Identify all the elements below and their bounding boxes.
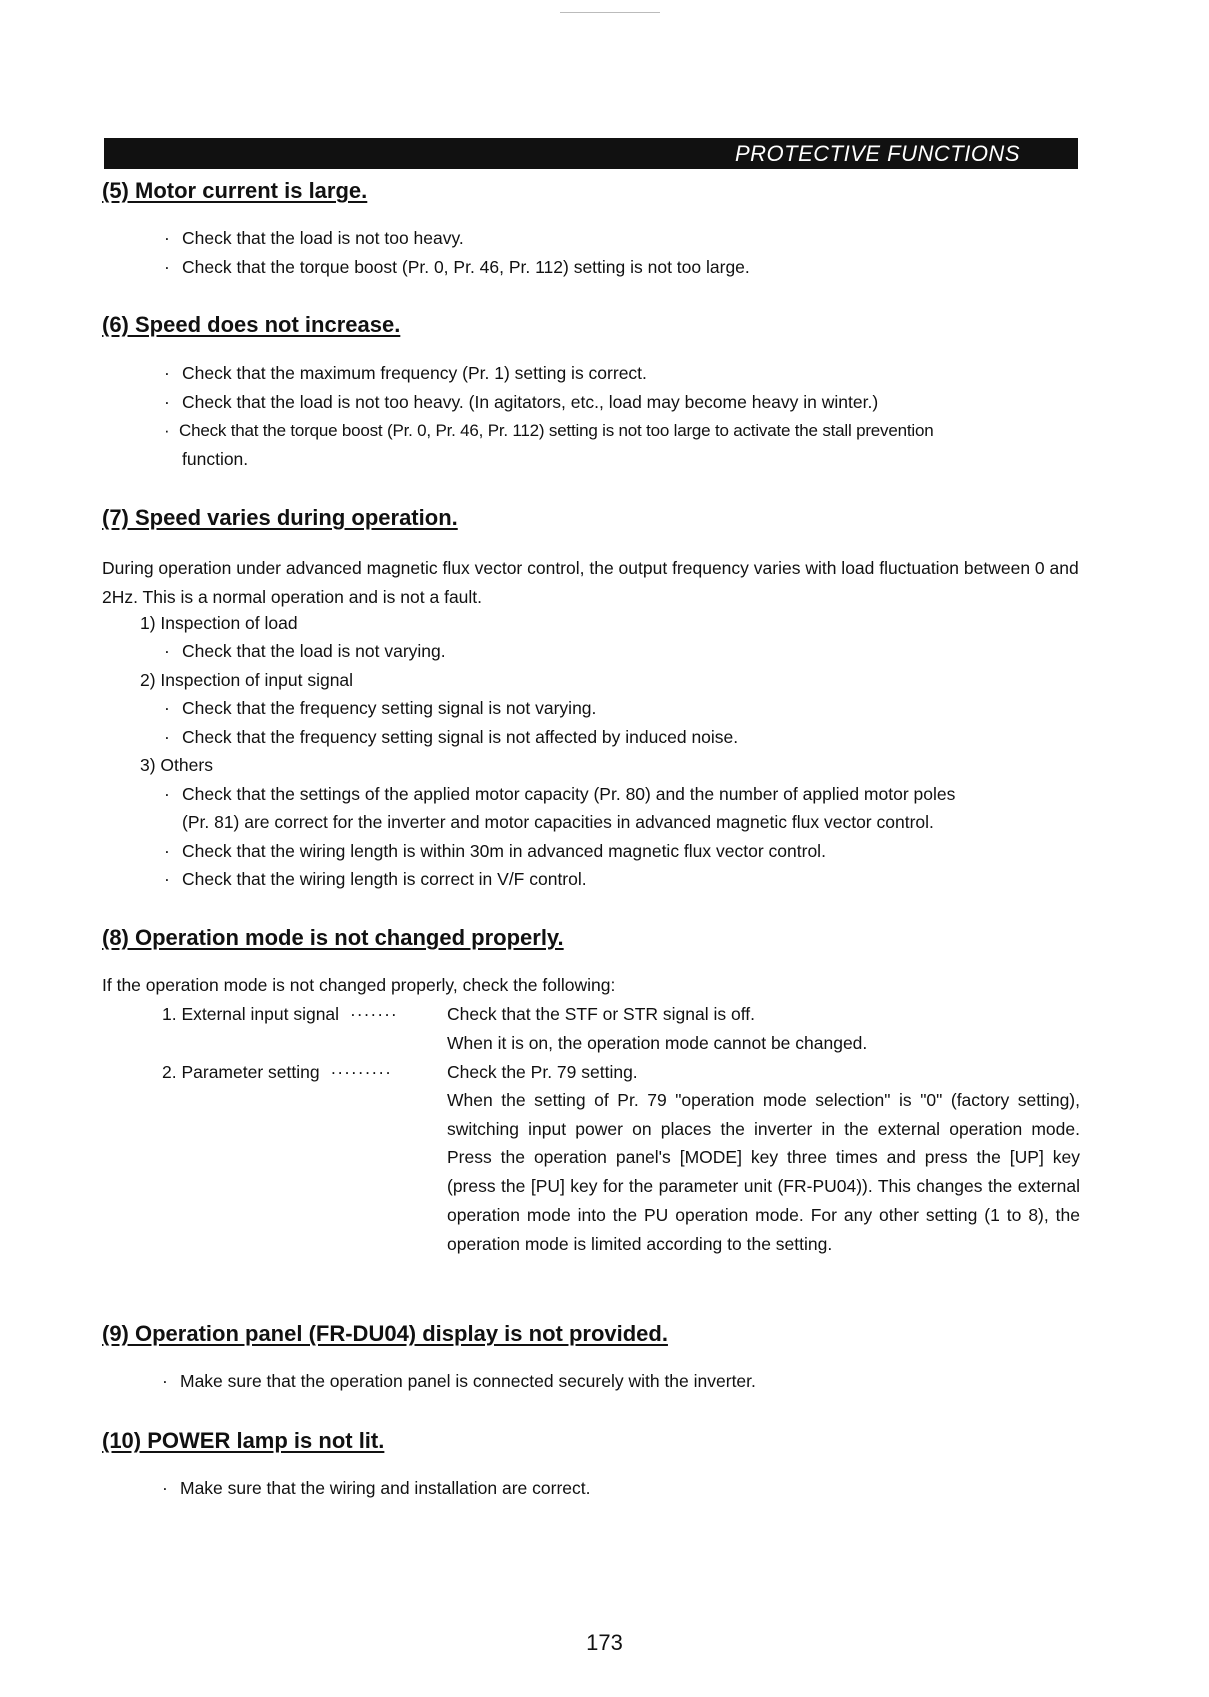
bullet: · — [164, 641, 170, 661]
list-item-continuation: function. — [182, 449, 249, 469]
list-item — [164, 784, 955, 804]
bullet: · — [164, 784, 170, 804]
list-item-text: Check that the frequency setting signal is not varying. — [182, 698, 597, 718]
subsection-label: 1) Inspection of load — [140, 613, 298, 633]
paragraph-intro: If the operation mode is not changed properly, check the following: — [102, 975, 616, 995]
list-item — [164, 869, 587, 889]
list-item-text: Check that the load is not varying. — [182, 641, 446, 661]
list-item — [162, 1478, 590, 1498]
heading-operation-mode: (8) Operation mode is not changed properly. — [102, 925, 564, 950]
subsection-label: 2) Inspection of input signal — [140, 670, 354, 690]
list-item-text: Check that the load is not too heavy. (In agitators, etc., load may become heavy in winter.) — [182, 392, 879, 412]
list-item-text: Make sure that the operation panel is connected securely with the inverter. — [180, 1371, 756, 1391]
heading-operation-panel: (9) Operation panel (FR-DU04) display is not provided. — [102, 1321, 668, 1346]
item-text: When it is on, the operation mode cannot be changed. — [447, 1033, 868, 1053]
heading-speed-varies: (7) Speed varies during operation. — [102, 505, 458, 530]
scan-artifact-line — [560, 12, 660, 13]
item-label-text: 1. External input signal — [162, 1004, 340, 1024]
bullet: · — [164, 392, 170, 412]
subsection-label: 3) Others — [140, 755, 213, 775]
list-item — [164, 698, 596, 718]
list-item-text: Check that the torque boost (Pr. 0, Pr. 46, Pr. 112) setting is not too large to activate the stall prevention — [179, 421, 934, 440]
list-item — [164, 228, 464, 248]
bullet: · — [164, 698, 170, 718]
item-label-text: 2. Parameter setting — [162, 1062, 320, 1082]
leader-dots: ······· — [349, 1004, 398, 1024]
bullet: · — [164, 421, 170, 440]
bullet: · — [164, 257, 170, 277]
bullet: · — [162, 1371, 168, 1391]
leader-dots: ········· — [330, 1062, 392, 1082]
section-header-bar — [104, 138, 1078, 169]
list-item — [164, 363, 647, 383]
item-text: Check the Pr. 79 setting. — [447, 1062, 638, 1082]
header-title: PROTECTIVE FUNCTIONS — [734, 141, 1020, 166]
list-item — [162, 1371, 756, 1391]
bullet: · — [162, 1478, 168, 1498]
list-item-text: Check that the frequency setting signal is not affected by induced noise. — [182, 727, 739, 747]
list-item-text: Check that the wiring length is correct in V/F control. — [182, 869, 587, 889]
list-item-text: Check that the maximum frequency (Pr. 1) setting is correct. — [182, 363, 647, 383]
item-paragraph: When the setting of Pr. 79 "operation mode selection" is "0" (factory setting), switching input power on places the inverter in the external operation mode. Press the operation panel's [MODE] key three times and press the [UP] key (press the [PU] key for the parameter unit (FR-PU04)). This changes the external operation mode into the PU operation mode. For any other setting (1 to 8), the operation mode is limited according to the setting. — [447, 1090, 1080, 1254]
list-item-text: Check that the wiring length is within 30m in advanced magnetic flux vector control. — [182, 841, 826, 861]
list-item-text: Check that the load is not too heavy. — [182, 228, 464, 248]
heading-power-lamp: (10) POWER lamp is not lit. — [102, 1428, 385, 1453]
bullet: · — [164, 228, 170, 248]
bullet: · — [164, 727, 170, 747]
heading-motor-current: (5) Motor current is large. — [102, 178, 368, 203]
list-item — [164, 421, 933, 441]
heading-speed-not-increase: (6) Speed does not increase. — [102, 312, 401, 337]
list-item — [164, 392, 878, 412]
list-item — [164, 841, 826, 861]
item-label — [162, 1062, 392, 1082]
list-item-text: Check that the settings of the applied motor capacity (Pr. 80) and the number of applied motor poles — [182, 784, 956, 804]
bullet: · — [164, 869, 170, 889]
item-text: Check that the STF or STR signal is off. — [447, 1004, 755, 1024]
list-item — [164, 727, 738, 747]
page-number: 173 — [586, 1630, 623, 1655]
bullet: · — [164, 841, 170, 861]
list-item-text: Check that the torque boost (Pr. 0, Pr. 46, Pr. 112) setting is not too large. — [182, 257, 750, 277]
paragraph-intro: During operation under advanced magnetic flux vector control, the output frequency varies with load fluctuation between 0 and 2Hz. This is a normal operation and is not a fault. — [102, 558, 1079, 607]
list-item-text: Make sure that the wiring and installation are correct. — [180, 1478, 591, 1498]
list-item — [164, 257, 750, 277]
list-item — [164, 641, 446, 661]
item-label — [162, 1004, 398, 1024]
bullet: · — [164, 363, 170, 383]
list-item-continuation: (Pr. 81) are correct for the inverter and motor capacities in advanced magnetic flux vector control. — [182, 812, 934, 832]
